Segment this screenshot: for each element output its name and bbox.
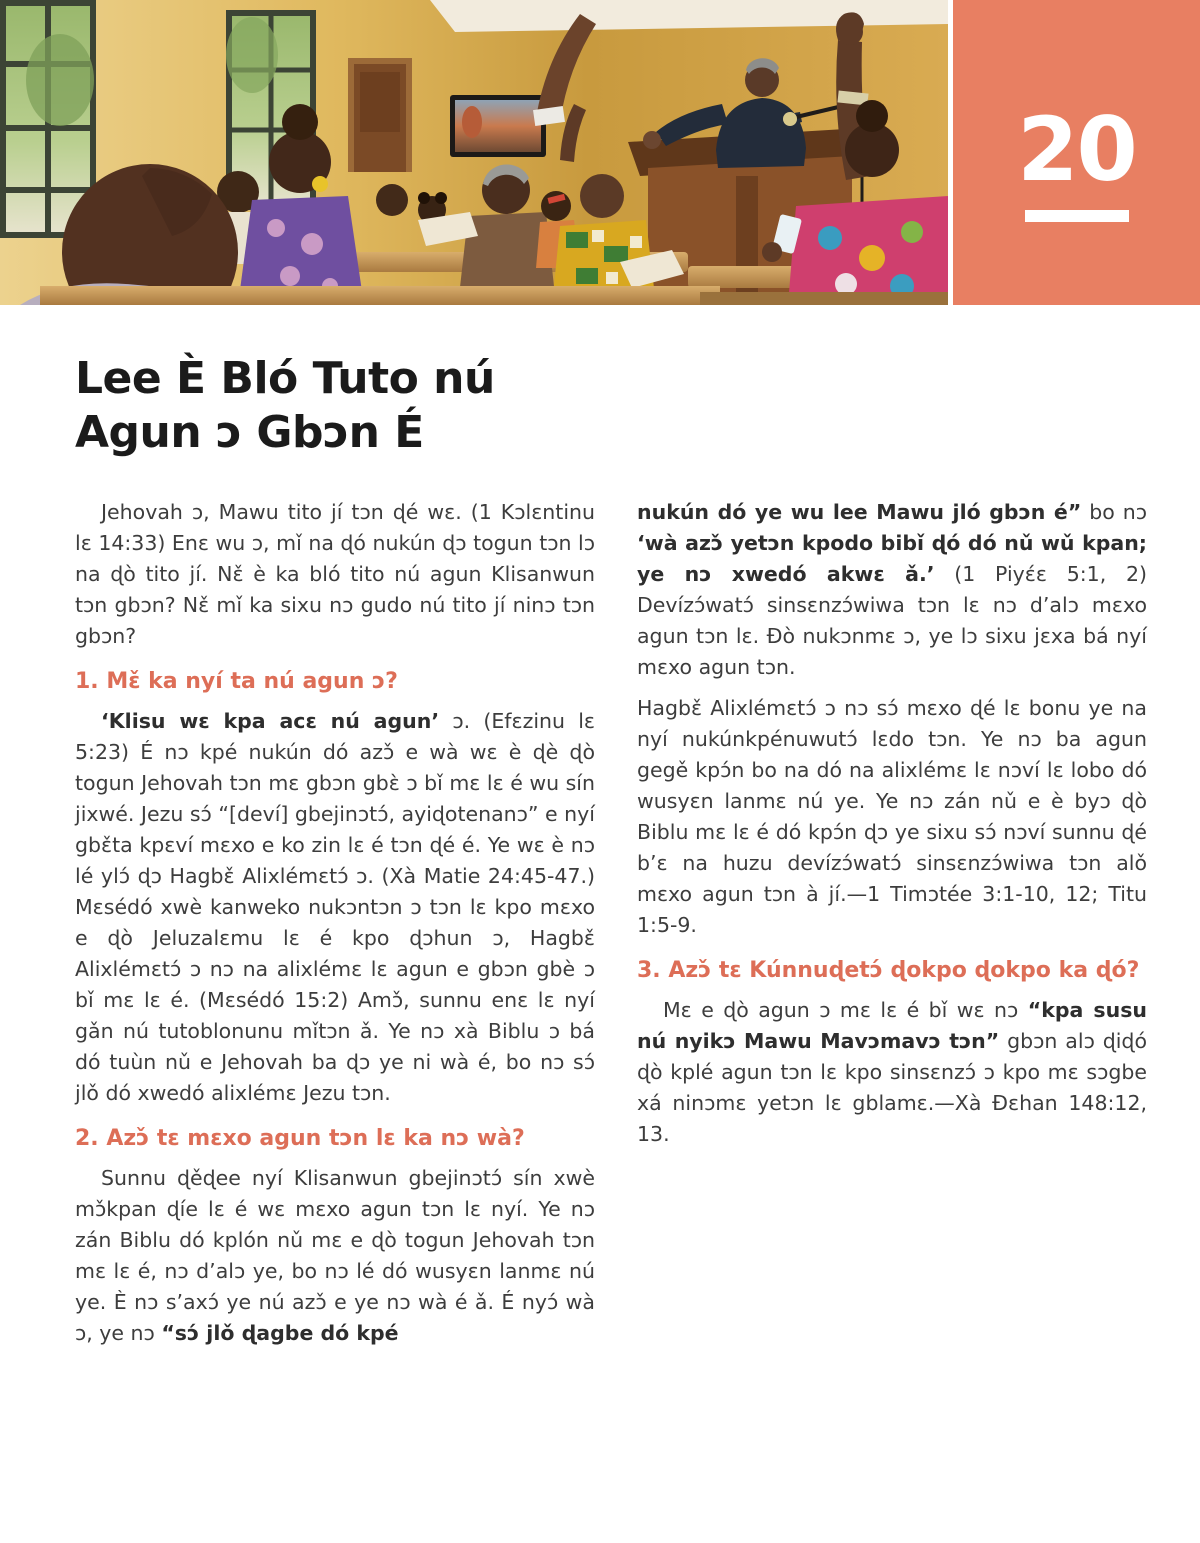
left-column <box>75 497 595 1359</box>
hero-photo <box>0 0 948 305</box>
right-column <box>637 497 1147 1160</box>
page-title-line1: Lee È Bló Tuto nú <box>75 353 495 404</box>
lesson-number-underline <box>1025 210 1129 222</box>
question-2-heading: 2. Azɔ̌ tɛ mɛxo agun tɔn lɛ ka nɔ wà? <box>75 1126 525 1151</box>
question-1-heading: 1. Mɛ̌ ka nyí ta nú agun ɔ? <box>75 669 398 694</box>
governing-body-paragraph: Hagbɛ̌ Alixlémɛtɔ́ ɔ nɔ sɔ́ mɛxo ɖé lɛ bonu ye na nyí nukúnkpénuwutɔ́ lɛdo tɔn. Ye nɔ ba agun gegě kpɔ́n bo na dó na alixlémɛ lɛ nɔví lɛ lobo dó wusyɛn lanmɛ nú ye. Ye nɔ zán nǔ e è byɔ ɖò Biblu mɛ lɛ é dó kpɔ́n ɖɔ ye sixu sɔ́ nɔví sunnu ɖé b’ɛ na huzu devízɔ́watɔ́ sinsɛnzɔ́wiwa tɔn alǒ mɛxo agun tɔn à jí.—1 Timɔtée 3:1-10, 12; Titu 1:5-9. <box>637 696 1147 937</box>
question-3-heading: 3. Azɔ̌ tɛ Kúnnuɖetɔ́ ɖokpo ɖokpo ka ɖó? <box>637 958 1140 983</box>
page-title-line2: Agun ɔ Gbɔn É <box>75 407 424 458</box>
answer-2-paragraph: Sunnu ɖěɖee nyí Klisanwun gbejinɔtɔ́ sín xwè mɔ̌kpan ɖíe lɛ é wɛ mɛxo agun tɔn lɛ nyí. Ye nɔ zán Biblu dó kplón nǔ mɛ e ɖò togun Jehovah tɔn mɛ lɛ é, nɔ d’alɔ ye, bo nɔ lé dó wusyɛn lanmɛ nú ye. È nɔ s’axɔ́ ye nú azɔ̌ e ye nɔ wà é ǎ. É nyɔ́ wà ɔ, ye nɔ “sɔ́ jlǒ ɖagbe dó kpé <box>75 1166 595 1345</box>
lesson-number-badge <box>953 0 1200 305</box>
answer-2-continued-paragraph: nukún dó ye wu lee Mawu jló gbɔn é” bo nɔ ‘wà azɔ̌ yetɔn kpodo bibǐ ɖó dó nǔ wǔ kpan; ye nɔ xwedó akwɛ ǎ.’ (1 Piyɛ́ɛ 5:1, 2) Devízɔ́watɔ́ sinsɛnzɔ́wiwa tɔn lɛ nɔ d’alɔ mɛxo agun tɔn lɛ. Ðò nukɔnmɛ ɔ, ye lɔ sixu jɛxa bá nyí mɛxo agun tɔn. <box>637 500 1148 679</box>
lesson-number: 20 <box>1017 97 1136 201</box>
answer-3-paragraph: Mɛ e ɖò agun ɔ mɛ lɛ é bǐ wɛ nɔ “kpa susu nú nyikɔ Mawu Mavɔmavɔ tɔn” gbɔn alɔ ɖiɖó ɖò kplé agun tɔn lɛ kpo sinsɛnzɔ́ ɔ kpo mɛ sɔgbe xá ninɔmɛ yetɔn lɛ gblamɛ.—Xà Ðɛhan 148:12, 13. <box>637 998 1148 1146</box>
page-title <box>75 352 775 460</box>
intro-paragraph: Jehovah ɔ, Mawu tito jí tɔn ɖé wɛ. (1 Kɔlɛntinu lɛ 14:33) Enɛ wu ɔ, mǐ na ɖó nukún ɖɔ togun tɔn lɔ na ɖò tito jí. Nɛ̌ è ka bló tito nú agun Klisanwun tɔn gbɔn? Nɛ̌ mǐ ka sixu nɔ gudo nú tito jí ninɔ tɔn gbɔn? <box>75 500 595 648</box>
answer-1-paragraph: ‘Klisu wɛ kpa acɛ nú agun’ ɔ. (Efɛzinu lɛ 5:23) É nɔ kpé nukún dó azɔ̌ e wà wɛ è ɖè ɖò togun Jehovah tɔn mɛ gbɔn gbɛ̀ ɔ bǐ mɛ lɛ é wu sín jixwé. Jezu sɔ́ “[deví] gbejinɔtɔ́, ayiɖotenanɔ” e nyí gbɛ̌ta kpɛví mɛxo e ko zin lɛ é tɔn ɖé é. Ye wɛ è nɔ lé ylɔ́ ɖɔ Hagbɛ̌ Alixlémɛtɔ́ ɔ. (Xà Matie 24:45-47.) Mɛsédó xwè kanweko nukɔntɔn ɔ tɔn lɛ kpo mɛxo e ɖò Jeluzalɛmu lɛ é kpo ɖɔhun ɔ, Hagbɛ̌ Alixlémɛtɔ́ ɔ nɔ na alixlémɛ lɛ agun e gbɔn gbè ɔ bǐ mɛ lɛ é. (Mɛsédó 15:2) Amɔ̌, sunnu enɛ lɛ nyí gǎn nú tutoblonunu mǐtɔn ǎ. Ye nɔ xà Biblu ɔ bá dó tuùn nǔ e Jehovah ba ɖɔ ye ni wà é, bo nɔ sɔ́ jlǒ dó xwedó alixlémɛ Jezu tɔn. <box>75 709 596 1105</box>
